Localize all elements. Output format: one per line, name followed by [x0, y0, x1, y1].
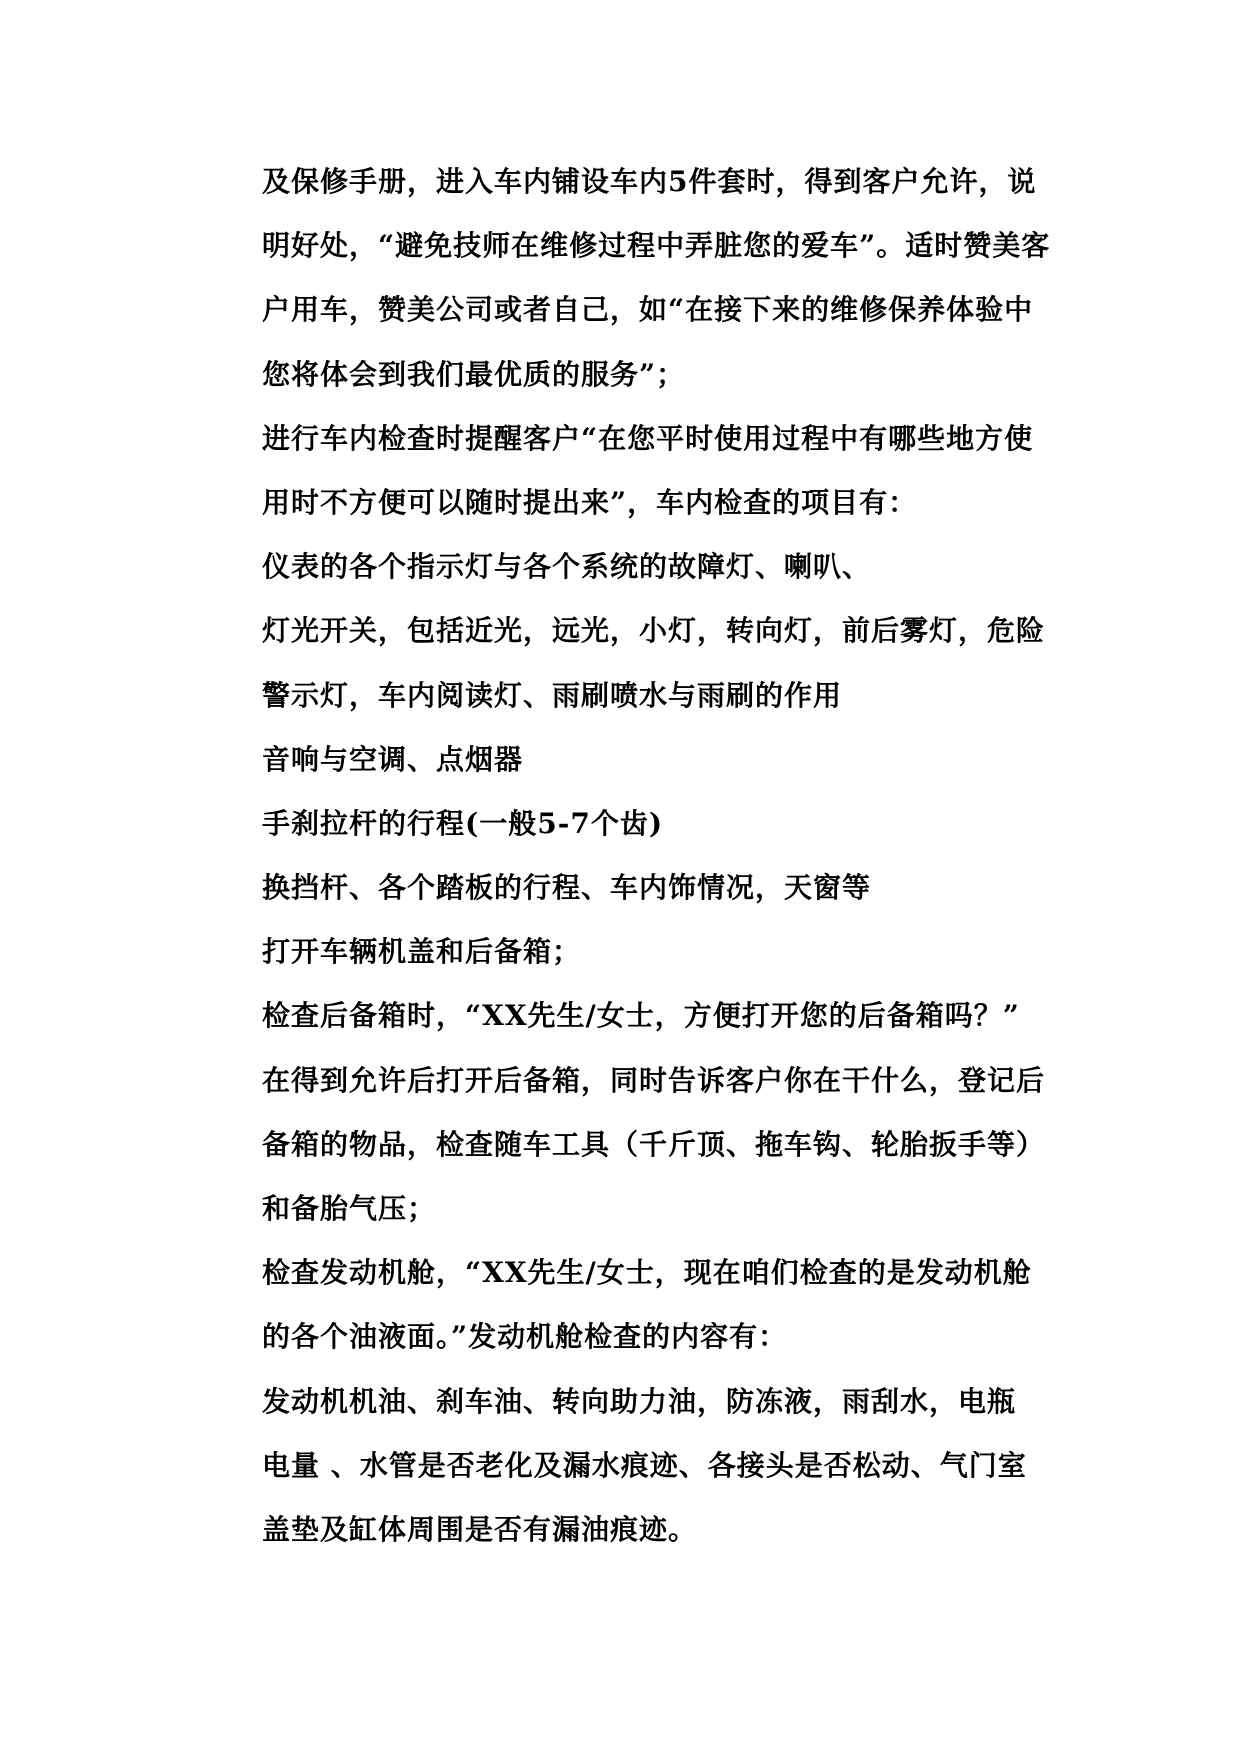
- text-line-20: 发动机机油、刹车油、转向助力油，防冻液，雨刮水，电瓶: [262, 1384, 1017, 1418]
- text-line-18: 检查发动机舱，“XX先生/女士，现在咱们检查的是发动机舱: [262, 1256, 1032, 1290]
- text-line-9: 警示灯，车内阅读灯、雨刷喷水与雨刷的作用: [262, 678, 843, 712]
- text-line-13: 打开车辆机盖和后备箱；: [262, 935, 582, 969]
- text-line-8: 灯光开关，包括近光，远光，小灯，转向灯，前后雾灯，危险: [262, 614, 1046, 648]
- text-line-16: 备箱的物品，检查随车工具（千斤顶、拖车钩、轮胎扳手等）: [262, 1127, 1046, 1161]
- text-line-4: 您将体会到我们最优质的服务”；: [262, 357, 686, 391]
- text-line-5: 进行车内检查时提醒客户“在您平时使用过程中有哪些地方使: [262, 421, 1034, 455]
- text-line-1: 及保修手册，进入车内铺设车内5件套时，得到客户允许，说: [262, 165, 1037, 198]
- text-line-2: 明好处，“避免技师在维修过程中弄脏您的爱车”。适时赞美客: [262, 229, 1051, 263]
- text-line-3: 户用车，赞美公司或者自己，如“在接下来的维修保养体验中: [262, 293, 1034, 327]
- text-line-6: 用时不方便可以随时提出来”，车内检查的项目有：: [262, 485, 918, 519]
- text-line-22: 盖垫及缸体周围是否有漏油痕迹。: [262, 1512, 698, 1546]
- text-line-11: 手刹拉杆的行程(一般5-7个齿): [262, 806, 664, 840]
- text-line-10: 音响与空调、点烟器: [262, 742, 524, 776]
- text-line-17: 和备胎气压；: [262, 1192, 437, 1225]
- text-line-12: 换挡杆、各个踏板的行程、车内饰情况，天窗等: [262, 871, 872, 905]
- text-line-21: 电量 、水管是否老化及漏水痕迹、各接头是否松动、气门室: [262, 1448, 1027, 1482]
- text-line-15: 在得到允许后打开后备箱，同时告诉客户你在干什么，登记后: [262, 1063, 1046, 1097]
- text-line-7: 仪表的各个指示灯与各个系统的故障灯、喇叭、: [262, 550, 872, 584]
- text-line-14: 检查后备箱时，“XX先生/女士，方便打开您的后备箱吗？”: [262, 999, 1020, 1033]
- body-text: [262, 162, 1062, 1574]
- text-line-19: 的各个油液面。”发动机舱检查的内容有：: [262, 1320, 788, 1354]
